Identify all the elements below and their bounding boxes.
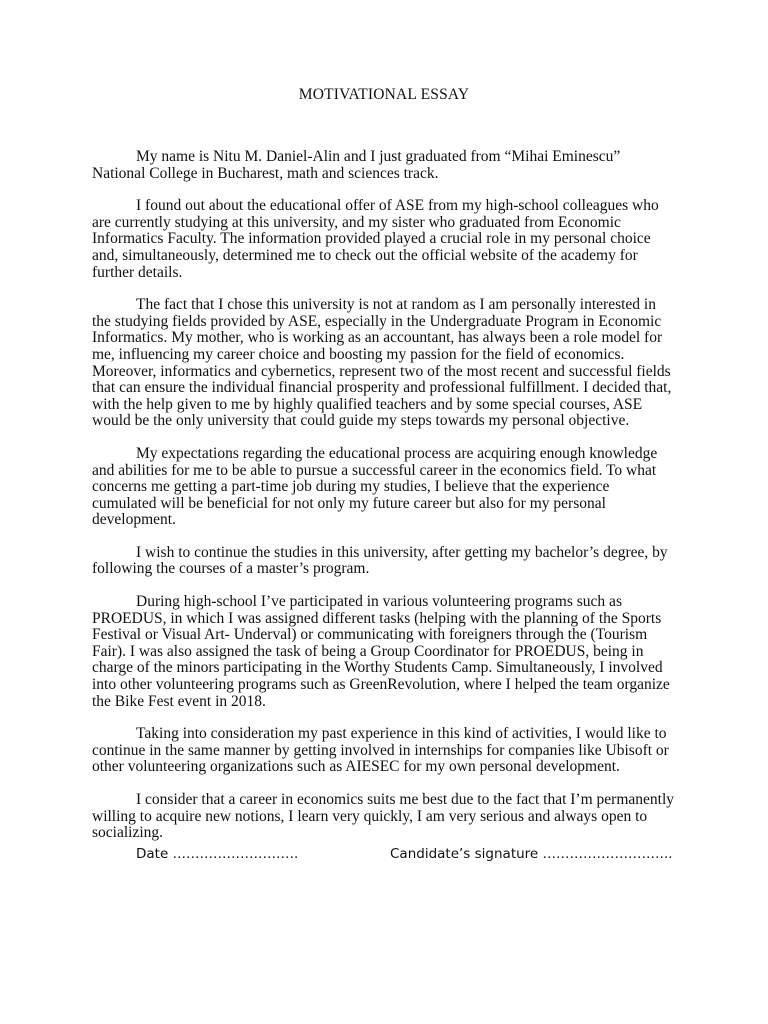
page-title: MOTIVATIONAL ESSAY — [298, 86, 470, 103]
paragraph-discovery: I found out about the educational offer of ASE from my high-school colleagues who are currently studying at this university, and my sister who graduated from Economic Informatics Faculty. The information provided played a crucial role in my personal choice and, simultaneously, determined me to check out the official website of the academy for further details. — [92, 197, 659, 281]
paragraph-experience: Taking into consideration my past experience in this kind of activities, I would like to continue in the same manner by getting involved in internships for companies like Ubisoft or other volunteering organizations such as AIESEC for my own personal development. — [92, 725, 669, 776]
signature-field: Candidate’s signature ……………………….. — [390, 846, 673, 862]
paragraph-masters: I wish to continue the studies in this university, after getting my bachelor’s degree, by following the courses of a master’s program. — [92, 543, 668, 578]
essay-body — [92, 149, 676, 858]
paragraph-intro: My name is Nitu M. Daniel-Alin and I just graduated from “Mihai Eminescu” National College in Bucharest, math and sciences track. — [92, 148, 621, 182]
paragraph-conclusion: I consider that a career in economics suits me best due to the fact that I’m permanently willing to acquire new notions, I learn very quickly, I am very serious and always open to socializing. — [92, 791, 674, 842]
paragraph-volunteering: During high-school I’ve participated in various volunteering programs such as PROEDUS, in which I was assigned different tasks (helping with the planning of the Sports Festival or Visual Art- Underval) or communicating with foreigners through the (Tourism Fair). I was also assigned the task of being a Group Coordinator for PROEDUS, being in charge of the minors participating in the Worthy Students Camp. Simultaneously, I involved into other volunteering programs such as GreenRevolution, where I helped the team organize the Bike Fest event in 2018. — [92, 593, 670, 710]
paragraph-choice: The fact that I chose this university is not at random as I am personally interested in the studying fields provided by ASE, especially in the Undergraduate Program in Economic Informatics. My mother, who is working as an accountant, has always been a role model for me, influencing my career choice and boosting my passion for the field of economics. Moreover, informatics and cybernetics, represent two of the most recent and successful fields that can ensure the individual financial prosperity and professional fulfillment. I decided that, with the help given to me by highly qualified teachers and by some special courses, ASE would be the only university that could guide my steps towards my personal objective. — [92, 296, 672, 430]
date-field: Date ………………………. — [136, 846, 299, 862]
paragraph-expectations: My expectations regarding the educational process are acquiring enough knowledge and abilities for me to be able to pursue a successful career in the economics field. To what concerns me getting a part-time job during my studies, I believe that the experience cumulated will be beneficial for not only my future career but also for my personal development. — [92, 444, 658, 529]
